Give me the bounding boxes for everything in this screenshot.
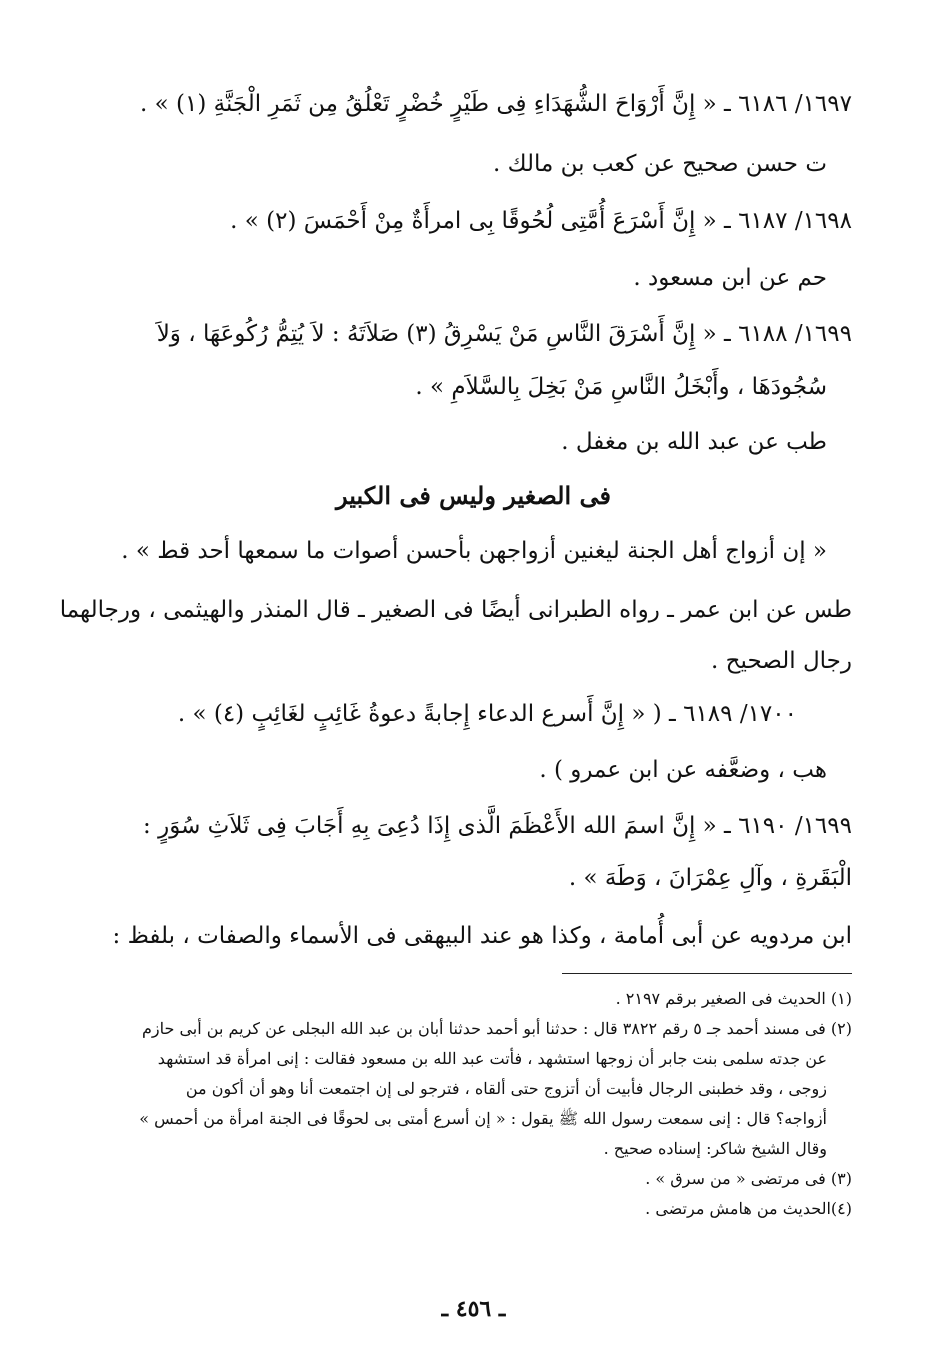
- hadith-1699-source: طب عن عبد الله بن مغفل .: [561, 429, 827, 455]
- footnote-3: (٣) فى مرتضى « من سرق » .: [645, 1169, 852, 1188]
- section-heading: فى الصغير وليس فى الكبير: [336, 481, 611, 510]
- hadith-1697-text: ١٦٩٧/ ٦١٨٦ ـ « إِنَّ أَرْوَاحَ الشُّهَدَاءِ فِى طَيْرٍ خُضْرٍ تَعْلُقُ مِن ثَمَرِ الْجَنَّةِ (١) » .: [140, 91, 852, 117]
- footnote-1: (١) الحديث فى الصغير برقم ٢١٩٧ .: [615, 989, 852, 1008]
- footnote-2-line-5: وقال الشيخ شاكر: إسناده صحيح .: [603, 1139, 827, 1158]
- hadith-1700-source: هب ، وضعَّفه عن ابن عمرو ) .: [539, 757, 827, 783]
- hadith-1697-source: ت حسن صحيح عن كعب بن مالك .: [492, 151, 827, 177]
- footnote-2-line-1: (٢) فى مسند أحمد جـ ٥ رقم ٣٨٢٢ قال : حدثنا أبو أحمد حدثنا أبان بن عبد الله البجلى عن كريم بن أبى حازم: [141, 1019, 852, 1038]
- footnote-2-line-4: أزواجه؟ قال : إنى سمعت رسول الله ﷺ يقول : « إن أسرع أمتى بى لحوقًا فى الجنة امرأة من أحمس »: [139, 1109, 827, 1128]
- hadith-6190-source: ابن مردويه عن أبى أُمامة ، وكذا هو عند البيهقى فى الأسماء والصفات ، بلفظ :: [112, 923, 852, 949]
- extra-hadith-source-line-2: رجال الصحيح .: [711, 648, 852, 674]
- footnote-4: (٤)الحديث من هامش مرتضى .: [645, 1199, 852, 1218]
- hadith-1698-text: ١٦٩٨/ ٦١٨٧ ـ « إِنَّ أَسْرَعَ أُمَّتِى لُحُوقًا بِى امرأَةٌ مِنْ أَحْمَسَ (٢) » .: [230, 208, 852, 234]
- hadith-1699-text-line-2: سُجُودَهَا ، وأَبْخَلُ النَّاسِ مَنْ بَخِلَ بِالسَّلاَمِ » .: [415, 374, 827, 400]
- extra-hadith-source-line-1: طس عن ابن عمر ـ رواه الطبرانى أيضًا فى الصغير ـ قال المنذر والهيثمى ، ورجالهما: [59, 597, 852, 623]
- footnote-2-line-2: عن جدته سلمى بنت جابر أن زوجها استشهد ، فأتت عبد الله بن مسعود فقالت : إنى امرأة قد استشهد: [157, 1049, 827, 1068]
- hadith-1699-text-line-1: ١٦٩٩/ ٦١٨٨ ـ « إِنَّ أَسْرَقَ النَّاسِ مَنْ يَسْرِقُ (٣) صَلاَتَهُ : لاَ يُتِمُّ رُكُوعَهَا ، وَلاَ: [156, 321, 852, 347]
- hadith-6190-text-line-2: الْبَقَرةِ ، وآلِ عِمْرَانَ ، وَطَهَ » .: [568, 865, 852, 891]
- footnote-2-line-3: زوجى ، وقد خطبنى الرجال فأبيت أن أتزوج حتى ألقاه ، فترجو لى إن اجتمعت أنا وهو أن أكون من: [185, 1079, 827, 1098]
- footnote-divider: [562, 973, 852, 974]
- hadith-6190-text-line-1: ١٦٩٩/ ٦١٩٠ ـ « إِنَّ اسمَ الله الأَعْظَمَ الَّذى إِذَا دُعِىَ بِهِ أَجَابَ فِى ثَلاَثِ سُوَرٍ :: [143, 813, 852, 839]
- extra-hadith-text: « إن أزواج أهل الجنة ليغنين أزواجهن بأحسن أصوات ما سمعها أحد قط » .: [121, 538, 827, 564]
- hadith-1698-source: حم عن ابن مسعود .: [633, 265, 827, 291]
- hadith-1700-text: ١٧٠٠/ ٦١٨٩ ـ ( « إِنَّ أَسرع الدعاء إِجابةً دعوةُ غَائِبٍ لغَائِبٍ (٤) » .: [177, 701, 797, 727]
- page-number: ـ ٤٥٦ ـ: [441, 1296, 506, 1322]
